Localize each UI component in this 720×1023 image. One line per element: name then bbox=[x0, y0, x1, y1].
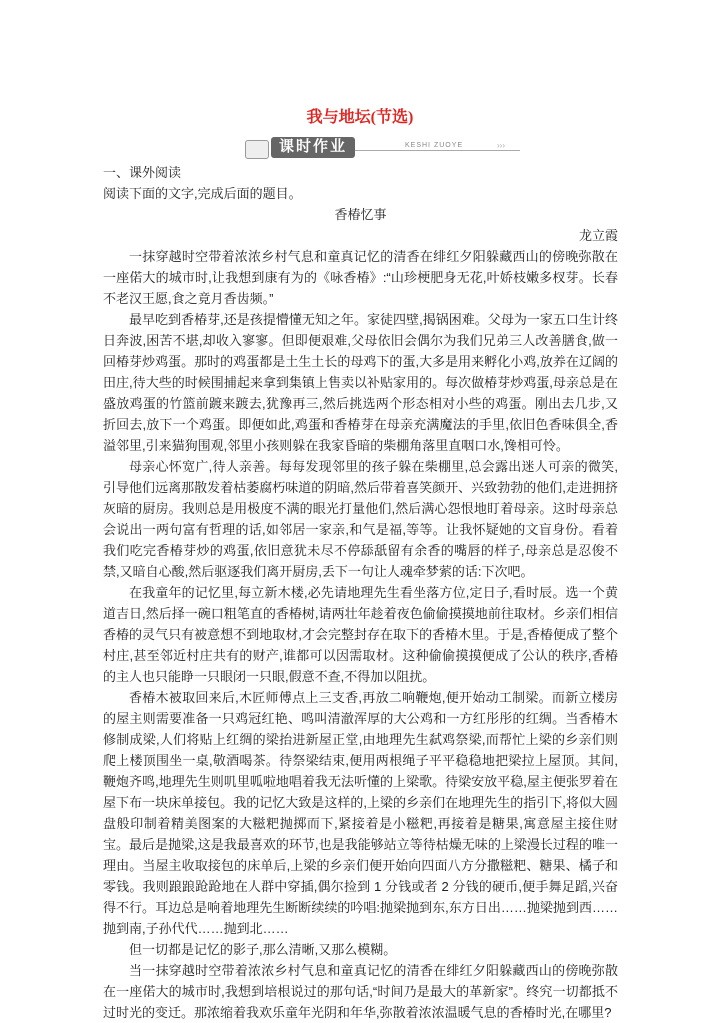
paragraph: 香椿木被取回来后,木匠师傅点上三支香,再放二响鞭炮,便开始动工制梁。而新立楼房的屋主则需要准备一只鸡冠红艳、鸣叫清澈浑厚的大公鸡和一方红彤彤的红绸。当香椿木修制成梁,人们将贴上红绸的梁抬进新屋正堂,由地理先生弑鸡祭梁,而帮忙上梁的乡亲们则爬上楼顶围坐一桌,敬酒喝茶。待祭梁结束,便用两根绳子平平稳稳地把梁拉上屋顶。其间,鞭炮齐鸣,地理先生则叽里呱啦地唱着我无法听懂的上梁歌。待梁安放平稳,屋主便张罗着在屋下布一块床单接包。我的记忆大致是这样的,上梁的乡亲们在地理先生的指引下,将似大圆盘般印制着精美图案的大糍粑抛掷而下,紧接着是小糍粑,再接着是糖果,寓意屋主接住财宝。最后是抛梁,这是我最喜欢的环节,也是我能够站立等待枯燥无味的上梁漫长过程的唯一理由。当屋主收取接包的床单后,上梁的乡亲们便开始向四面八方分撒糍粑、糖果、橘子和零钱。我则踉踉跄跄地在人群中穿插,偶尔捡到 1 分钱或者 2 分钱的硬币,便手舞足蹈,兴奋得不行。耳边总是响着地理先生断断续续的吟唱:抛梁抛到东,东方日出……抛梁抛到西……抛到南,子孙代代……抛到北…… bbox=[103, 690, 618, 936]
arrows-icon: ››› bbox=[497, 141, 505, 150]
section-heading: 一、课外阅读 bbox=[103, 165, 182, 180]
banner-label: 课时作业 bbox=[271, 137, 355, 158]
paragraph: 一抹穿越时空带着浓浓乡村气息和童真记忆的清香在绯红夕阳躲藏西山的傍晚弥散在一座偌大的城市时,让我想到康有为的《咏香椿》:“山珍梗肥身无花,叶娇枝嫩多杈芽。长春不老汉王愿,食之竟月香齿频。” bbox=[103, 249, 618, 306]
student-reading-icon bbox=[245, 140, 269, 159]
paragraph: 当一抹穿越时空带着浓浓乡村气息和童真记忆的清香在绯红夕阳躲藏西山的傍晚弥散在一座偌大的城市时,我想到培根说过的那句话,“时间乃是最大的革新家”。终究一切都抵不过时光的变迁。那浓缩着我欢乐童年光阴和年华,弥散着浓浓温暖气息的香椿时光,在哪里? bbox=[103, 963, 618, 1020]
page-title: 我与地坛(节选) bbox=[306, 109, 414, 126]
paragraph: 在我童年的记忆里,每立新木楼,必先请地理先生看坐落方位,定日子,看时辰。选一个黄道吉日,然后择一碗口粗笔直的香椿树,请两壮年趁着夜色偷偷摸摸地前往取材。乡亲们相信香椿的灵气只有被意想不到地取材,才会完整封存在取下的香椿木里。于是,香椿便成了整个村庄,甚至邻近村庄共有的财产,谁都可以因需取材。这种偷偷摸摸便成了公认的秩序,香椿的主人也只能睁一只眼闭一只眼,假意不查,不得加以阻扰。 bbox=[103, 585, 618, 684]
article-author: 龙立霞 bbox=[578, 228, 618, 243]
paragraph: 最早吃到香椿芽,还是孩提懵懂无知之年。家徒四壁,揭锅困难。父母为一家五口生计终日奔波,困苦不堪,却收入寥寥。但即便艰难,父母依旧会偶尔为我们兄弟三人改善膳食,做一回椿芽炒鸡蛋。那时的鸡蛋都是土生土长的母鸡下的蛋,大多是用来孵化小鸡,放养在辽阔的田庄,待大些的时候围捕起来拿到集镇上售卖以补贴家用的。每次做椿芽炒鸡蛋,母亲总是在盛放鸡蛋的竹篮前踱来踱去,犹豫再三,然后挑选两个形态相对小些的鸡蛋。刚出去几步,又折回去,放下一个鸡蛋。即便如此,鸡蛋和香椿芽在母亲充满魔法的手里,依旧色香味俱全,香溢邻里,引来猫狗围观,邻里小孩则躲在我家昏暗的柴棚角落里直咽口水,馋相可怜。 bbox=[103, 312, 618, 453]
document-body bbox=[103, 162, 618, 1023]
paragraph: 母亲心怀宽广,待人亲善。每每发现邻里的孩子躲在柴棚里,总会露出迷人可亲的微笑,引导他们远离那散发着枯萎腐朽味道的阴暗,然后带着喜笑颜开、兴致勃勃的他们,走进拥挤灰暗的厨房。我则总是用极度不满的眼光打量他们,然后满心怨恨地盯着母亲。这时母亲总会说出一两句富有哲理的话,如邻居一家亲,和气是福,等等。让我怀疑她的文盲身份。看着我们吃完香椿芽炒的鸡蛋,依旧意犹未尽不停舔舐留有余香的嘴唇的样子,母亲总是忍俊不禁,又暗自心酸,然后驱逐我们离开厨房,丢下一句让人魂牵梦萦的话:下次吧。 bbox=[103, 459, 618, 579]
paragraph: 但一切都是记忆的影子,那么清晰,又那么模糊。 bbox=[129, 942, 397, 957]
article-title: 香椿忆事 bbox=[334, 207, 387, 222]
banner-english: KESHI ZUOYE bbox=[405, 142, 464, 149]
lesson-banner bbox=[245, 136, 521, 158]
banner-divider bbox=[355, 150, 520, 151]
instruction: 阅读下面的文字,完成后面的题目。 bbox=[103, 186, 302, 201]
